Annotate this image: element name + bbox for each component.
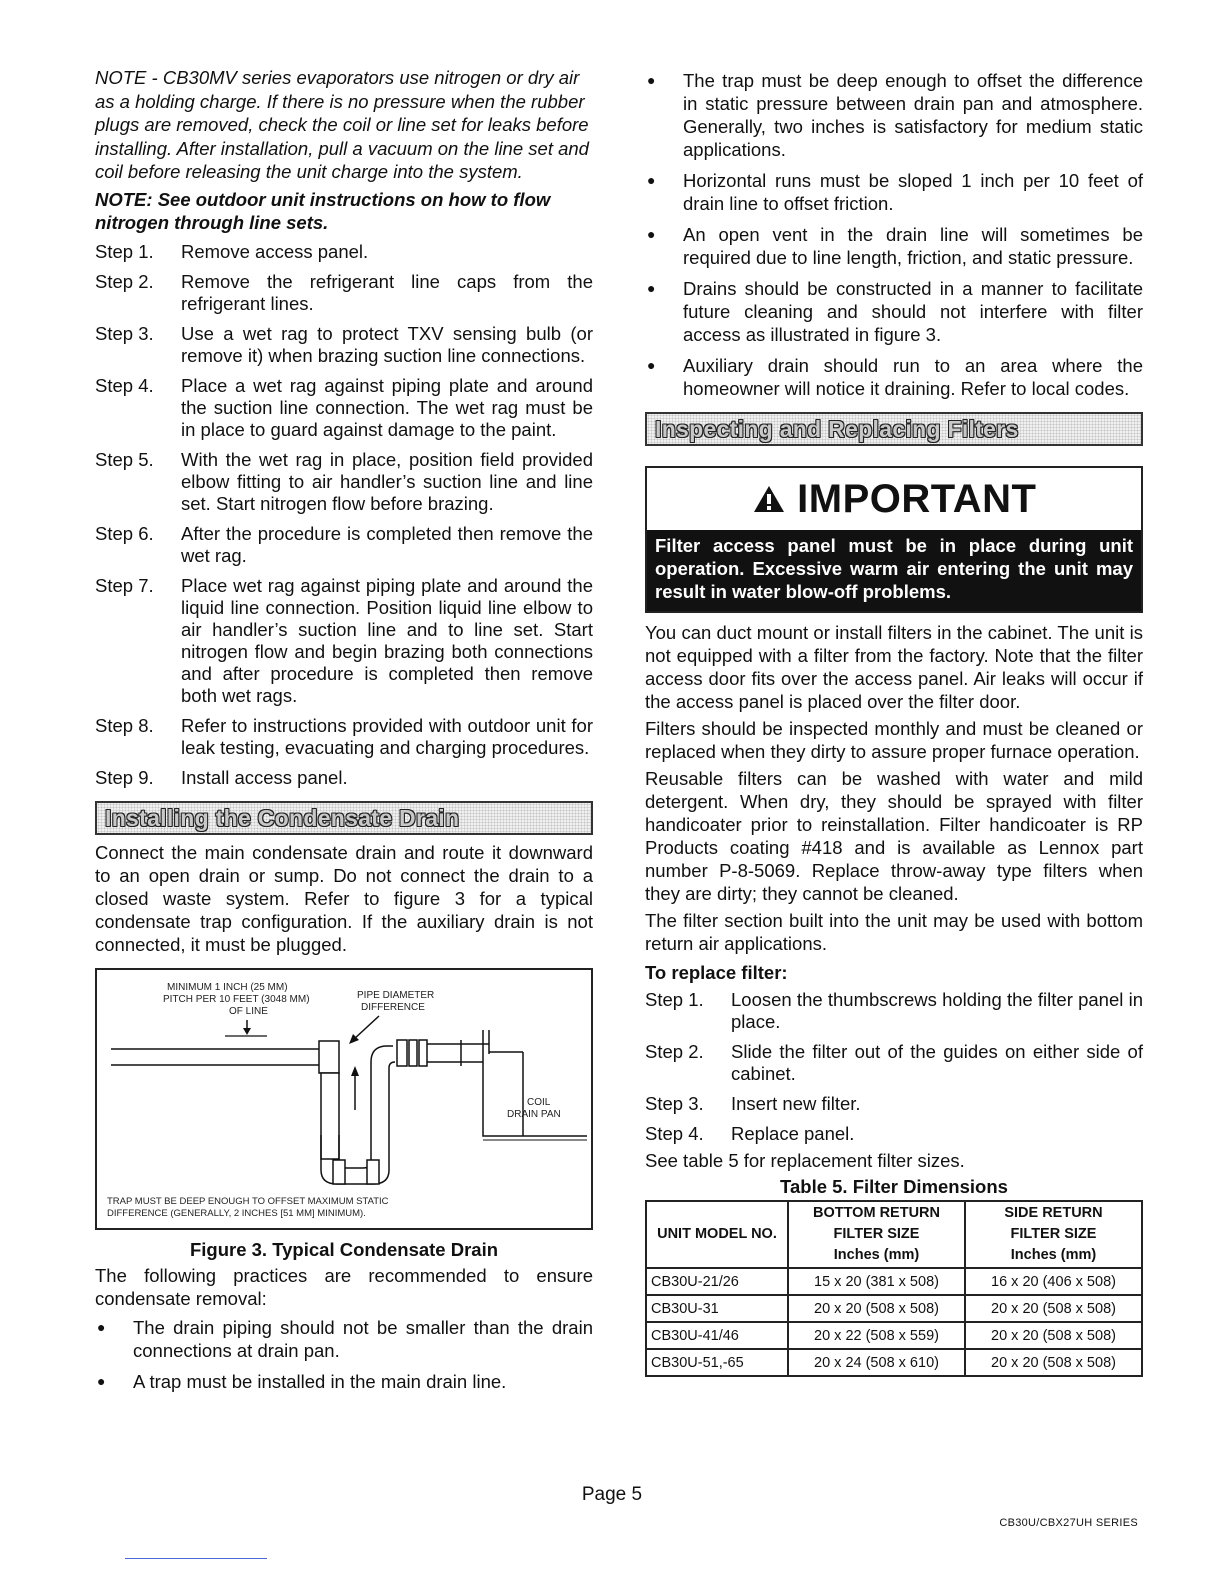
step-item: Step 3. Use a wet rag to protect TXV sensing bulb (or remove it) when brazing suction line connections. bbox=[95, 322, 593, 366]
series-label: CB30U/CBX27UH SERIES bbox=[999, 1517, 1138, 1529]
section-heading-condensate: Installing the Condensate Drain bbox=[95, 801, 593, 835]
table-header-row bbox=[646, 1201, 1142, 1268]
column-header: BOTTOM RETURN FILTER SIZE Inches (mm) bbox=[788, 1201, 965, 1268]
filter-paragraph: Filters should be inspected monthly and must be cleaned or replaced when they dirty to assure proper furnace operation. bbox=[645, 718, 1143, 762]
pipe-diameter-label: DIFFERENCE bbox=[361, 1001, 425, 1013]
coil-label: COIL bbox=[527, 1096, 551, 1108]
step-item: Step 6. After the procedure is completed then remove the wet rag. bbox=[95, 522, 593, 566]
list-item: ● Auxiliary drain should run to an area where the homeowner will notice it draining. Refer to local codes. bbox=[647, 355, 1143, 399]
drain-bullets bbox=[95, 1316, 593, 1393]
min-pitch-label: MINIMUM 1 INCH (25 MM) bbox=[167, 981, 288, 993]
table-row: CB30U-51,-65 20 x 24 (508 x 610) 20 x 20 (508 x 508) bbox=[646, 1349, 1142, 1376]
filter-paragraph: The filter section built into the unit may be used with bottom return air applications. bbox=[645, 910, 1143, 954]
list-item: ● The drain piping should not be smaller than the drain connections at drain pan. bbox=[97, 1316, 593, 1361]
step-item: Step 4. Place a wet rag against piping plate and around the suction line connection. The wet rag must be in place to guard against damage to the paint. bbox=[95, 374, 593, 440]
important-notice bbox=[645, 466, 1143, 613]
trap-note-label: DIFFERENCE (GENERALLY, 2 INCHES [51 MM] MINIMUM). bbox=[107, 1207, 366, 1219]
list-item: ● The trap must be deep enough to offset the difference in static pressure between drain pan and atmosphere. Generally, two inches is satisfactory for medium static applications. bbox=[647, 70, 1143, 160]
step-item: Step 9. Install access panel. bbox=[95, 766, 348, 788]
table-row: CB30U-31 20 x 20 (508 x 508) 20 x 20 (508 x 508) bbox=[646, 1295, 1142, 1322]
coil-label: DRAIN PAN bbox=[507, 1108, 561, 1120]
filter-steps bbox=[645, 989, 1143, 1145]
filter-paragraph: You can duct mount or install filters in the cabinet. The unit is not equipped with a filter from the factory. Note that the filter access door fits over the access panel. Air leaks will occur if the access panel is placed over the filter door. bbox=[645, 622, 1143, 712]
step-item: Step 1. Remove access panel. bbox=[95, 240, 369, 262]
step-item: Step 2. Remove the refrigerant line caps from the refrigerant lines. bbox=[95, 270, 593, 314]
filter-dimensions-table bbox=[645, 1200, 1143, 1377]
list-item: ● A trap must be installed in the main drain line. bbox=[97, 1370, 507, 1392]
list-item: ● An open vent in the drain line will sometimes be required due to line length, friction, and static pressure. bbox=[647, 224, 1143, 268]
trap-note-label: TRAP MUST BE DEEP ENOUGH TO OFFSET MAXIMUM STATIC bbox=[107, 1195, 389, 1207]
page-number: Page 5 bbox=[581, 1484, 643, 1505]
step-item: Step 7. Place wet rag against piping plate and around the liquid line connection. Position liquid line elbow to air handler’s suction line and to line set. Start nitrogen flow and begin brazing both connections and after procedure is completed then remove both wet rags. bbox=[95, 574, 593, 706]
drain-practices-bullets bbox=[645, 69, 1143, 400]
table-title: Table 5. Filter Dimensions bbox=[780, 1176, 1008, 1197]
condensate-drain-figure bbox=[95, 968, 593, 1230]
step-item: Step 5. With the wet rag in place, position field provided elbow fitting to air handler’s suction line and line set. Start nitrogen flow before brazing. bbox=[95, 448, 593, 514]
table-row: CB30U-41/46 20 x 22 (508 x 559) 20 x 20 (508 x 508) bbox=[646, 1322, 1142, 1349]
min-pitch-label: OF LINE bbox=[229, 1005, 268, 1017]
step-item: Step 3. Insert new filter. bbox=[645, 1093, 861, 1114]
step-item: Step 4. Replace panel. bbox=[645, 1123, 855, 1144]
right-column bbox=[645, 69, 1143, 1377]
line-set-note: NOTE: See outdoor unit instructions on how to flow nitrogen through line sets. bbox=[95, 188, 551, 233]
filter-paragraph: Reusable filters can be washed with water and mild detergent. When dry, they should be sprayed with filter handicoater prior to reinstallation. Filter handicoater is RP Products coating #418 and is available as Lennox part number P-8-5069. Replace throw-away type filters when they are dirty; they cannot be cleaned. bbox=[645, 768, 1143, 904]
practices-intro: The following practices are recommended to ensure condensate removal: bbox=[95, 1264, 593, 1309]
nitrogen-note: NOTE - CB30MV series evaporators use nitrogen or dry air as a holding charge. If there is no pressure when the rubber plugs are removed, check the coil or line set for leaks before installing. After installation, pull a vacuum on the line set and coil before releasing the unit charge into the system. bbox=[95, 67, 589, 182]
important-title: IMPORTANT bbox=[647, 468, 1141, 530]
list-item: ● Drains should be constructed in a manner to facilitate future cleaning and should not interfere with filter access as illustrated in figure 3. bbox=[647, 278, 1143, 345]
see-table-text: See table 5 for replacement filter sizes. bbox=[645, 1150, 965, 1171]
table-row: CB30U-21/26 15 x 20 (381 x 508) 16 x 20 (406 x 508) bbox=[646, 1268, 1142, 1295]
brazing-steps bbox=[95, 241, 593, 789]
list-item: ● Horizontal runs must be sloped 1 inch per 10 feet of drain line to offset friction. bbox=[647, 170, 1143, 214]
figure-caption: Figure 3. Typical Condensate Drain bbox=[189, 1238, 499, 1260]
drain-paragraph: Connect the main condensate drain and route it downward to an open drain or sump. Do not connect the drain to a closed waste system. Refer to figure 3 for a typical condensate trap configuration. If the auxiliary drain is not connected, it must be plugged. bbox=[95, 841, 593, 955]
pipe-diameter-label: PIPE DIAMETER bbox=[357, 989, 435, 1001]
step-item: Step 8. Refer to instructions provided with outdoor unit for leak testing, evacuating and charging procedures. bbox=[95, 714, 593, 758]
step-item: Step 2. Slide the filter out of the guides on either side of cabinet. bbox=[645, 1041, 1143, 1084]
left-column bbox=[95, 66, 593, 1401]
warning-icon bbox=[752, 484, 786, 514]
step-item: Step 1. Loosen the thumbscrews holding the filter panel in place. bbox=[645, 989, 1143, 1032]
column-header: SIDE RETURN FILTER SIZE Inches (mm) bbox=[965, 1201, 1142, 1268]
divider bbox=[125, 1558, 267, 1559]
important-body: Filter access panel must be in place during unit operation. Excessive warm air entering the unit may result in water blow-off problems. bbox=[647, 530, 1141, 611]
section-heading-filters: Inspecting and Replacing Filters bbox=[645, 412, 1143, 446]
min-pitch-label: PITCH PER 10 FEET (3048 MM) bbox=[163, 993, 310, 1005]
replace-filter-heading: To replace filter: bbox=[645, 962, 788, 983]
drain-diagram bbox=[97, 970, 591, 1224]
column-header: UNIT MODEL NO. bbox=[646, 1201, 788, 1268]
